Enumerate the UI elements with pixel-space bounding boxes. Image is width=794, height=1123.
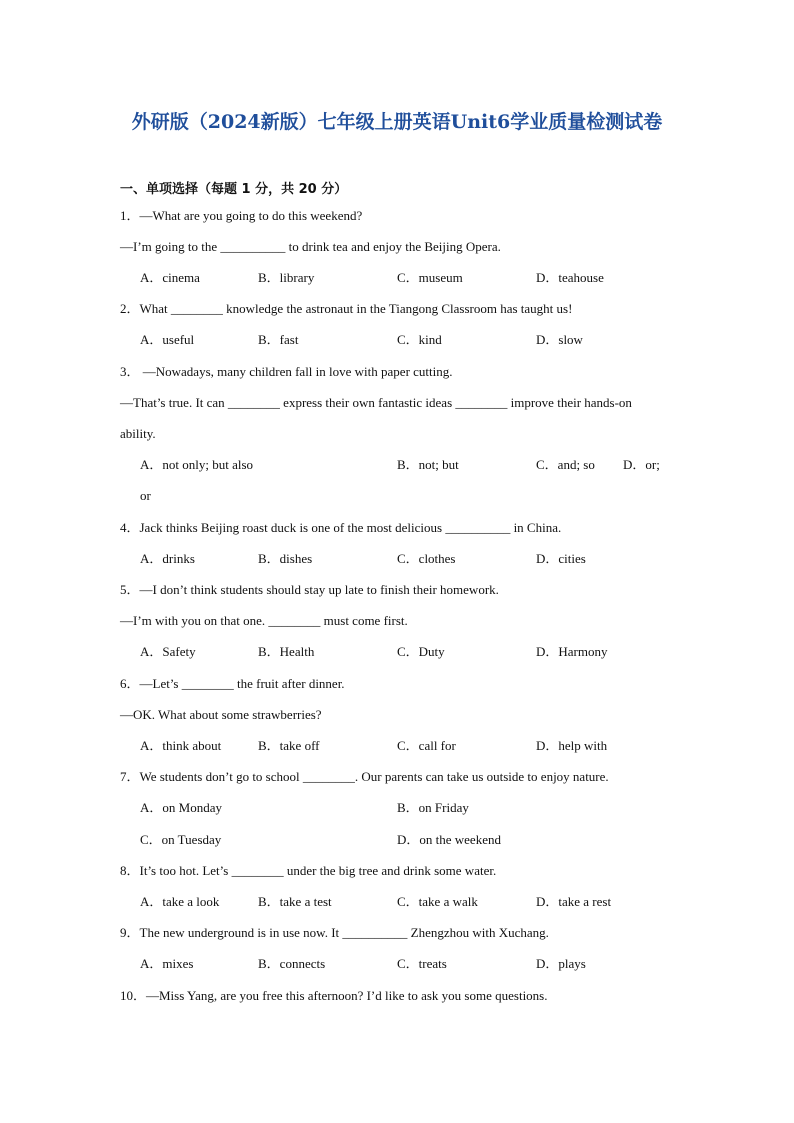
question-3-line-3: ability. bbox=[120, 426, 156, 441]
question-6-option-d[interactable]: D．help with bbox=[536, 738, 608, 753]
question-7-option-b[interactable]: B．on Friday bbox=[397, 800, 469, 815]
question-7-option-d[interactable]: D．on the weekend bbox=[397, 832, 501, 847]
question-3-option-a[interactable]: A．not only; but also bbox=[140, 457, 254, 472]
question-2-option-b[interactable]: B．fast bbox=[258, 332, 299, 347]
question-4-stem: 4．Jack thinks Beijing roast duck is one of the most delicious __________ in China. bbox=[120, 520, 562, 535]
question-9-option-d[interactable]: D．plays bbox=[536, 956, 586, 971]
question-6-option-a[interactable]: A．think about bbox=[140, 738, 222, 753]
question-5-line-2: —I’m with you on that one. ________ must come first. bbox=[120, 613, 408, 628]
question-2-option-d[interactable]: D．slow bbox=[536, 332, 583, 347]
question-5-option-a[interactable]: A．Safety bbox=[140, 644, 196, 659]
question-8-stem: 8．It’s too hot. Let’s ________ under the big tree and drink some water. bbox=[120, 863, 497, 878]
question-5-option-b[interactable]: B．Health bbox=[258, 644, 315, 659]
section-heading: 一、单项选择（每题 1 分，共 20 分） bbox=[120, 182, 348, 197]
question-6-line-2: —OK. What about some strawberries? bbox=[120, 707, 322, 722]
question-2-option-a[interactable]: A．useful bbox=[140, 332, 195, 347]
question-6-option-c[interactable]: C．call for bbox=[397, 738, 456, 753]
question-7-option-c[interactable]: C．on Tuesday bbox=[140, 832, 222, 847]
question-2-stem: 2．What ________ knowledge the astronaut in the Tiangong Classroom has taught us! bbox=[120, 301, 573, 316]
question-5-stem: 5．—I don’t think students should stay up late to finish their homework. bbox=[120, 582, 499, 597]
question-3-option-b[interactable]: B．not; but bbox=[397, 457, 459, 472]
question-3-option-c[interactable]: C．and; so bbox=[536, 457, 595, 472]
question-3-option-d-cont: or bbox=[140, 488, 151, 503]
question-8-option-b[interactable]: B．take a test bbox=[258, 894, 332, 909]
question-6-option-b[interactable]: B．take off bbox=[258, 738, 320, 753]
question-7-stem: 7．We students don’t go to school ________. Our parents can take us outside to enjoy nature. bbox=[120, 769, 609, 784]
question-8-option-d[interactable]: D．take a rest bbox=[536, 894, 612, 909]
question-1-option-a[interactable]: A．cinema bbox=[140, 270, 200, 285]
question-1-option-b[interactable]: B．library bbox=[258, 270, 315, 285]
question-5-option-d[interactable]: D．Harmony bbox=[536, 644, 608, 659]
question-1-line-2: —I’m going to the __________ to drink tea and enjoy the Beijing Opera. bbox=[120, 239, 501, 254]
question-5-option-c[interactable]: C．Duty bbox=[397, 644, 445, 659]
question-3-option-d[interactable]: D．or; bbox=[623, 457, 660, 472]
question-4-option-a[interactable]: A．drinks bbox=[140, 551, 195, 566]
question-3-line-2: —That’s true. It can ________ express their own fantastic ideas ________ improve their hands-on bbox=[120, 395, 632, 410]
question-1-stem: 1．—What are you going to do this weekend? bbox=[120, 208, 363, 223]
question-4-option-d[interactable]: D．cities bbox=[536, 551, 586, 566]
question-4-option-b[interactable]: B．dishes bbox=[258, 551, 313, 566]
question-9-option-b[interactable]: B．connects bbox=[258, 956, 326, 971]
question-8-option-a[interactable]: A．take a look bbox=[140, 894, 220, 909]
question-9-option-c[interactable]: C．treats bbox=[397, 956, 447, 971]
question-3-stem: 3． —Nowadays, many children fall in love with paper cutting. bbox=[120, 364, 453, 379]
question-9-stem: 9．The new underground is in use now. It __________ Zhengzhou with Xuchang. bbox=[120, 925, 549, 940]
question-4-option-c[interactable]: C．clothes bbox=[397, 551, 456, 566]
question-1-option-d[interactable]: D．teahouse bbox=[536, 270, 604, 285]
question-10-stem: 10．—Miss Yang, are you free this afternoon? I’d like to ask you some questions. bbox=[120, 988, 548, 1003]
page-title: 外研版（2024新版）七年级上册英语Unit6学业质量检测试卷 bbox=[131, 111, 663, 133]
question-7-option-a[interactable]: A．on Monday bbox=[140, 800, 222, 815]
question-9-option-a[interactable]: A．mixes bbox=[140, 956, 194, 971]
question-8-option-c[interactable]: C．take a walk bbox=[397, 894, 478, 909]
question-6-stem: 6．—Let’s ________ the fruit after dinner. bbox=[120, 676, 345, 691]
question-1-option-c[interactable]: C．museum bbox=[397, 270, 463, 285]
question-2-option-c[interactable]: C．kind bbox=[397, 332, 442, 347]
